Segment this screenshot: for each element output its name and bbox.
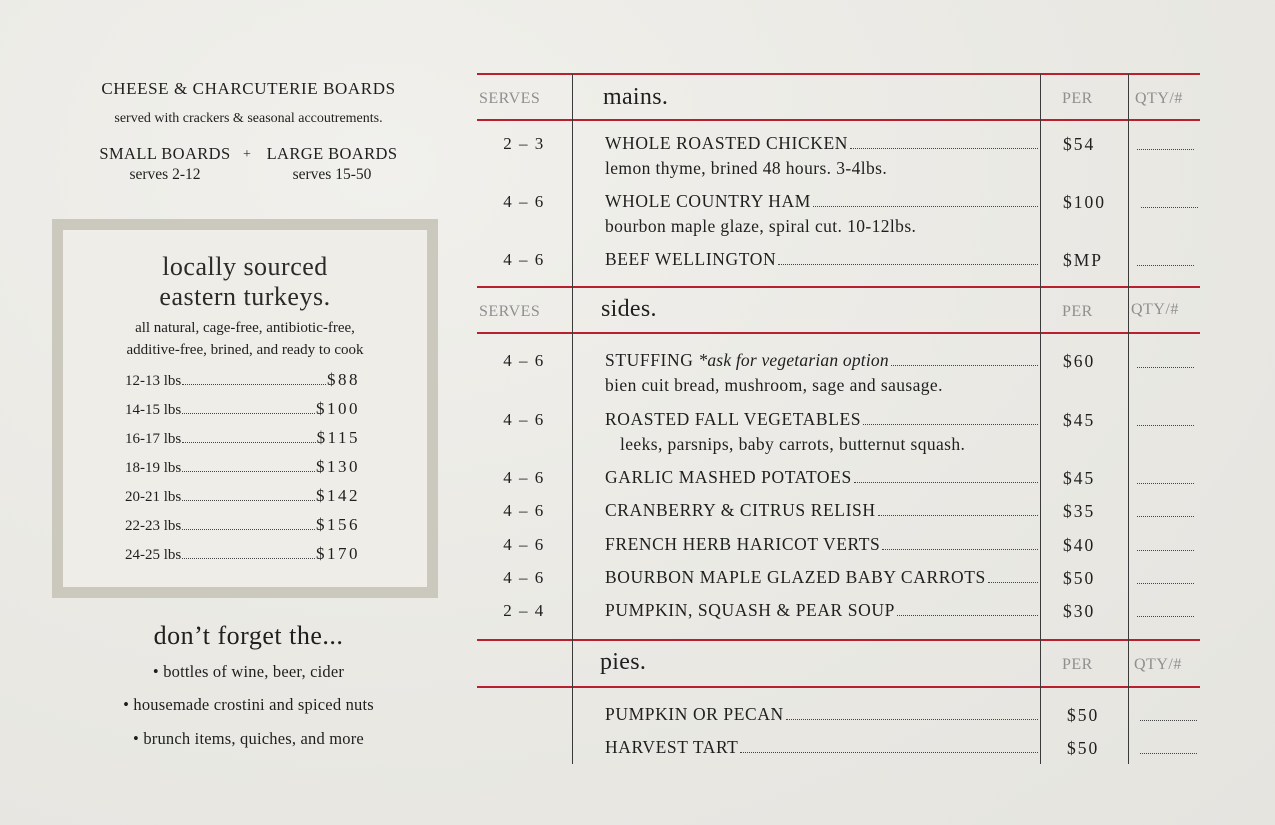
turkey-price: $100 — [316, 399, 360, 418]
menu-item — [605, 249, 1040, 271]
turkey-weight: 12-13 lbs — [125, 373, 182, 389]
qty-field[interactable] — [1137, 265, 1194, 266]
item-price: $50 — [1067, 738, 1100, 758]
qty-field[interactable] — [1137, 425, 1194, 426]
red-rule — [477, 73, 1200, 75]
menu-item — [605, 133, 1040, 155]
turkey-price: $170 — [316, 544, 360, 563]
sides-per-header: PER — [1062, 303, 1093, 320]
sides-qty-header: QTY/# — [1131, 301, 1179, 318]
serves-value: 4 – 6 — [503, 468, 545, 487]
qty-field[interactable] — [1141, 207, 1198, 208]
dot-leader — [182, 558, 315, 559]
item-desc: lemon thyme, brined 48 hours. 3-4lbs. — [605, 158, 888, 178]
item-name: CRANBERRY & CITRUS RELISH — [605, 500, 876, 520]
item-name: BEEF WELLINGTON — [605, 249, 777, 269]
item-name: FRENCH HERB HARICOT VERTS — [605, 534, 881, 554]
serves-value: 4 – 6 — [503, 250, 545, 269]
red-rule — [477, 286, 1200, 288]
item-desc: bien cuit bread, mushroom, sage and sausage. — [605, 375, 943, 395]
turkey-price: $88 — [327, 370, 360, 389]
item-price: $60 — [1063, 351, 1096, 371]
turkey-price: $130 — [316, 457, 360, 476]
turkey-row — [125, 428, 360, 448]
item-desc: leeks, parsnips, baby carrots, butternut squash. — [620, 434, 966, 454]
serves-value: 4 – 6 — [503, 501, 545, 520]
small-boards-label: SMALL BOARDS — [99, 144, 231, 163]
small-boards — [90, 144, 240, 184]
dot-leader — [182, 500, 315, 501]
dot-leader — [182, 529, 315, 530]
qty-field[interactable] — [1140, 720, 1197, 721]
item-price: $MP — [1063, 250, 1104, 270]
red-rule — [477, 639, 1200, 641]
dot-leader — [878, 515, 1038, 516]
mains-serves-header: SERVES — [479, 90, 541, 107]
dot-leader — [740, 752, 1038, 753]
dot-leader — [863, 424, 1038, 425]
serves-value: 4 – 6 — [503, 568, 545, 587]
qty-field[interactable] — [1137, 550, 1194, 551]
menu-item — [605, 534, 1040, 556]
qty-field[interactable] — [1137, 367, 1194, 368]
menu-item — [605, 704, 1040, 726]
turkey-heading-line1: locally sourced — [162, 252, 328, 281]
turkey-price: $142 — [316, 486, 360, 505]
item-name: HARVEST TART — [605, 737, 739, 757]
item-name: WHOLE COUNTRY HAM — [605, 191, 811, 211]
item-price: $40 — [1063, 535, 1096, 555]
forget-heading: don’t forget the... — [153, 621, 344, 650]
dot-leader — [778, 264, 1038, 265]
qty-field[interactable] — [1140, 753, 1197, 754]
dot-leader — [850, 148, 1038, 149]
turkey-weight: 22-23 lbs — [125, 518, 182, 534]
menu-item — [605, 567, 1040, 589]
item-name: PUMPKIN, SQUASH & PEAR SOUP — [605, 600, 895, 620]
dot-leader — [988, 582, 1038, 583]
column-divider — [572, 74, 573, 764]
sides-serves-header: SERVES — [479, 303, 541, 320]
boards-title: CHEESE & CHARCUTERIE BOARDS — [101, 79, 396, 98]
item-price: $50 — [1063, 568, 1096, 588]
item-desc: bourbon maple glaze, spiral cut. 10-12lbs. — [605, 216, 917, 236]
dot-leader — [786, 719, 1038, 720]
dot-leader — [882, 549, 1038, 550]
turkey-row — [125, 544, 360, 564]
column-divider — [1128, 74, 1129, 764]
menu-item — [605, 467, 1040, 489]
turkey-weight: 18-19 lbs — [125, 460, 182, 476]
small-boards-serves: serves 2-12 — [129, 166, 201, 183]
pies-per-header: PER — [1062, 656, 1093, 673]
turkey-weight: 24-25 lbs — [125, 547, 182, 563]
forget-item: • bottles of wine, beer, cider — [152, 662, 345, 681]
item-price: $54 — [1063, 134, 1096, 154]
item-name: PUMPKIN OR PECAN — [605, 704, 784, 724]
item-name: BOURBON MAPLE GLAZED BABY CARROTS — [605, 567, 986, 587]
boards-plus: + — [243, 147, 251, 162]
sides-title: sides. — [601, 296, 657, 322]
item-price: $35 — [1063, 501, 1096, 521]
item-price: $45 — [1063, 410, 1096, 430]
item-price: $45 — [1063, 468, 1096, 488]
column-divider — [1040, 74, 1041, 764]
menu-item — [605, 409, 1040, 431]
mains-title: mains. — [603, 84, 669, 110]
turkey-weight: 20-21 lbs — [125, 489, 182, 505]
forget-item: • housemade crostini and spiced nuts — [123, 695, 374, 714]
turkey-weight: 16-17 lbs — [125, 431, 182, 447]
large-boards — [258, 144, 406, 184]
mains-per-header: PER — [1062, 90, 1093, 107]
serves-value: 4 – 6 — [503, 192, 545, 211]
large-boards-serves: serves 15-50 — [292, 166, 372, 183]
turkey-row — [125, 486, 360, 506]
menu-item — [605, 737, 1040, 759]
dot-leader — [182, 413, 315, 414]
item-price: $50 — [1067, 705, 1100, 725]
qty-field[interactable] — [1137, 583, 1194, 584]
boards-subtitle: served with crackers & seasonal accoutrements. — [114, 111, 383, 126]
turkey-price: $115 — [316, 428, 360, 447]
menu-item — [605, 600, 1040, 622]
serves-value: 4 – 6 — [503, 351, 545, 370]
turkey-desc-line1: all natural, cage-free, antibiotic-free, — [135, 320, 355, 336]
mains-qty-header: QTY/# — [1135, 90, 1183, 107]
dot-leader — [891, 365, 1038, 366]
serves-value: 4 – 6 — [503, 535, 545, 554]
dot-leader — [182, 471, 315, 472]
dot-leader — [854, 482, 1038, 483]
item-name: WHOLE ROASTED CHICKEN — [605, 133, 848, 153]
serves-value: 2 – 3 — [503, 134, 545, 153]
menu-item — [605, 350, 1040, 372]
item-note: *ask for vegetarian option — [698, 350, 889, 370]
dot-leader — [813, 206, 1038, 207]
turkey-heading-line2: eastern turkeys. — [159, 282, 331, 311]
pies-qty-header: QTY/# — [1134, 656, 1182, 673]
dot-leader — [182, 384, 326, 385]
menu-item — [605, 191, 1040, 213]
turkey-desc-line2: additive-free, brined, and ready to cook — [126, 342, 364, 358]
qty-field[interactable] — [1137, 483, 1194, 484]
item-price: $100 — [1063, 192, 1106, 212]
turkey-price: $156 — [316, 515, 360, 534]
item-name — [605, 350, 889, 371]
turkey-row — [125, 457, 360, 477]
dot-leader — [897, 615, 1038, 616]
turkey-row — [125, 370, 360, 390]
large-boards-label: LARGE BOARDS — [266, 144, 398, 163]
dot-leader — [182, 442, 315, 443]
red-rule — [477, 686, 1200, 688]
item-name: ROASTED FALL VEGETABLES — [605, 409, 862, 429]
turkey-row — [125, 399, 360, 419]
serves-value: 2 – 4 — [503, 601, 545, 620]
qty-field[interactable] — [1137, 149, 1194, 150]
red-rule — [477, 119, 1200, 121]
turkey-weight: 14-15 lbs — [125, 402, 182, 418]
turkey-row — [125, 515, 360, 535]
qty-field[interactable] — [1137, 516, 1194, 517]
item-name: GARLIC MASHED POTATOES — [605, 467, 852, 487]
item-price: $30 — [1063, 601, 1096, 621]
forget-item: • brunch items, quiches, and more — [133, 729, 364, 748]
qty-field[interactable] — [1137, 616, 1194, 617]
menu-item — [605, 500, 1040, 522]
item-name-text: STUFFING — [605, 350, 699, 370]
serves-value: 4 – 6 — [503, 410, 545, 429]
pies-title: pies. — [600, 649, 647, 675]
red-rule — [477, 332, 1200, 334]
